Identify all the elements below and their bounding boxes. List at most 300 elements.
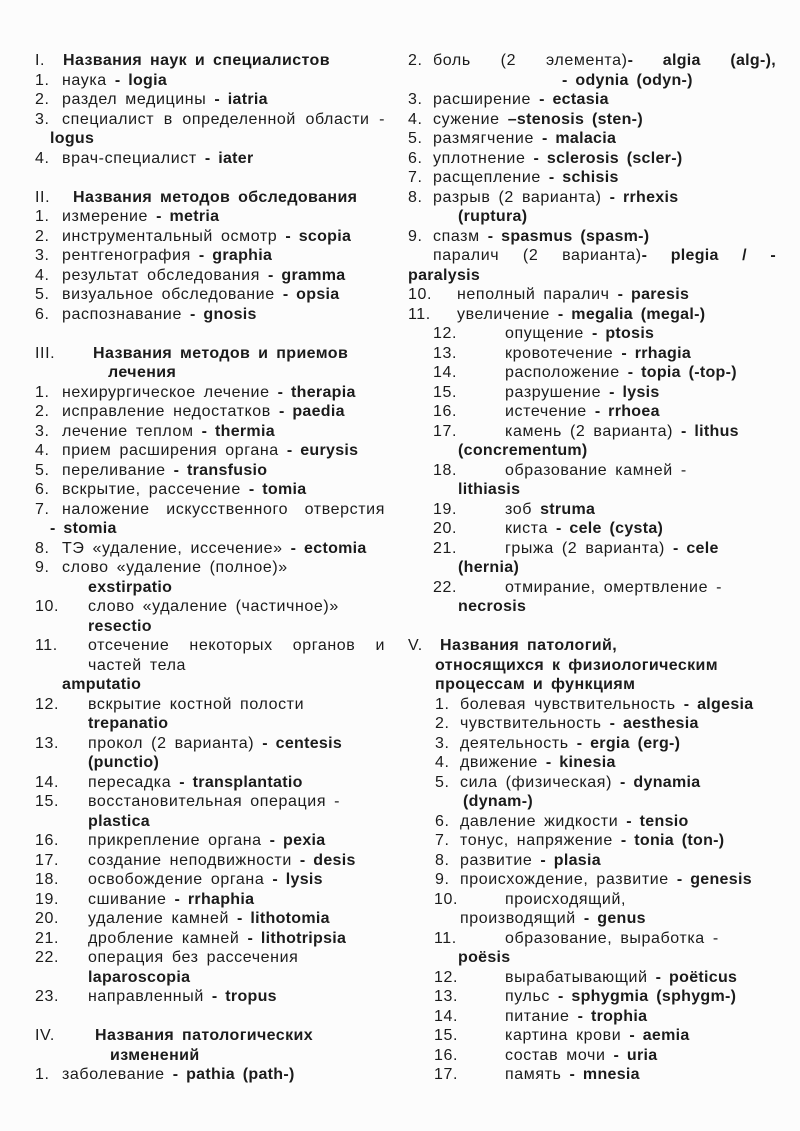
term-item: [408, 149, 776, 169]
russian-text: образование, выработка -: [505, 929, 719, 947]
item-number: 1.: [35, 383, 50, 401]
item-number: 8.: [408, 188, 423, 206]
russian-text: слово «удаление (частичное)»: [88, 598, 339, 615]
text-line: [408, 909, 776, 929]
term-item: [408, 383, 776, 403]
latin-term: - uria: [613, 1046, 658, 1064]
text-line: [408, 695, 776, 715]
text-line: [408, 207, 776, 227]
text-line: [35, 285, 385, 305]
russian-text: тонус, напряжение: [460, 832, 621, 849]
russian-text: расщепление: [433, 169, 549, 186]
item-number: 5.: [435, 773, 450, 791]
russian-text: сужение: [433, 110, 508, 128]
russian-text: пульс: [505, 988, 559, 1005]
item-number: 23.: [35, 988, 60, 1005]
latin-term: - lysis: [272, 871, 323, 888]
text-line: [408, 90, 776, 110]
latin-term: - genesis: [676, 871, 752, 888]
russian-text: отмирание, омертвление -: [505, 578, 723, 596]
russian-text: образование камней -: [505, 461, 687, 479]
russian-text: измерение: [62, 208, 157, 225]
text-line: [408, 851, 776, 871]
text-line: [35, 851, 385, 871]
term-item: [408, 890, 776, 929]
item-number: 4.: [35, 149, 50, 167]
item-number: 3.: [35, 422, 50, 440]
text-line: [408, 500, 776, 520]
latin-term: - opsia: [282, 286, 340, 303]
russian-text: происхождение, развитие: [460, 871, 677, 888]
russian-text: создание неподвижности: [88, 851, 300, 869]
section-heading-line: [35, 51, 385, 71]
term-item: [35, 734, 385, 773]
text-line: [35, 90, 385, 110]
russian-text: камень (2 варианта): [505, 422, 682, 440]
russian-text: питание: [505, 1007, 578, 1025]
russian-text: прием расширения органа: [62, 442, 287, 459]
text-line: [35, 578, 385, 598]
section-heading-line: [408, 675, 776, 695]
item-number: 1.: [35, 71, 50, 89]
text-line: [408, 461, 776, 481]
item-number: 4.: [408, 110, 423, 128]
text-line: [408, 324, 776, 344]
text-line: [35, 773, 385, 793]
item-number: 9.: [35, 559, 50, 576]
text-line: [408, 753, 776, 773]
item-number: 16.: [434, 1046, 459, 1064]
right-column: [408, 51, 776, 1085]
term-item: [35, 851, 385, 871]
russian-text: деятельность: [460, 734, 577, 752]
text-line: [35, 539, 385, 559]
russian-text: давление жидкости: [460, 812, 627, 830]
item-number: 3.: [35, 110, 50, 128]
russian-text: ТЭ «удаление, иссечение»: [62, 539, 291, 557]
item-number: 17.: [35, 851, 60, 869]
term-item: [35, 422, 385, 442]
text-line: [35, 753, 385, 773]
latin-term: - lithotripsia: [247, 929, 347, 947]
latin-term: Названия патологических: [95, 1027, 314, 1044]
latin-term: - kinesia: [545, 754, 616, 771]
latin-term: - pathia (path-): [172, 1066, 295, 1083]
latin-term: exstirpatio: [88, 578, 173, 596]
text-line: [408, 285, 776, 305]
text-line: [35, 110, 385, 130]
term-item: [35, 246, 385, 266]
text-line: [408, 51, 776, 71]
item-number: 9.: [408, 227, 423, 245]
item-number: 6.: [408, 149, 423, 167]
russian-text: освобождение органа: [88, 871, 273, 888]
text-line: [35, 266, 385, 286]
russian-text: неполный паралич: [457, 286, 618, 303]
item-number: 10.: [408, 286, 433, 303]
term-item: [408, 90, 776, 110]
russian-text: грыжа (2 варианта): [505, 539, 673, 557]
latin-term: - lithus: [681, 422, 739, 440]
term-item: [35, 773, 385, 793]
text-line: [408, 1007, 776, 1027]
item-number: 19.: [433, 500, 458, 518]
term-item: [35, 1065, 385, 1085]
term-item: [408, 1026, 776, 1046]
latin-term: - thermia: [201, 422, 275, 440]
item-number: 20.: [35, 910, 60, 927]
item-number: 1.: [35, 208, 50, 225]
latin-term: necrosis: [458, 598, 527, 615]
latin-term: лечения: [108, 364, 177, 381]
term-item: [35, 909, 385, 929]
text-line: [408, 149, 776, 169]
item-number: 7.: [408, 169, 423, 186]
text-line: [408, 1065, 776, 1085]
text-line: [408, 363, 776, 383]
text-line: [408, 773, 776, 793]
text-line: [408, 71, 776, 91]
term-item: [35, 480, 385, 500]
item-number: 16.: [433, 403, 458, 420]
latin-term: - transfusio: [173, 461, 268, 479]
latin-term: - ergia (erg-): [576, 734, 681, 752]
text-line: [408, 929, 776, 949]
item-number: 6.: [35, 305, 50, 323]
section-ii: [35, 188, 385, 325]
term-item: [408, 539, 776, 578]
text-line: [35, 402, 385, 422]
latin-term: Названия наук и специалистов: [63, 52, 330, 69]
term-item: [35, 636, 385, 695]
russian-text: паралич (2 варианта): [433, 247, 642, 264]
term-item: [408, 987, 776, 1007]
text-line: [35, 909, 385, 929]
section-heading-line: [35, 188, 385, 208]
term-item: [35, 890, 385, 910]
latin-term: - malacia: [542, 130, 617, 147]
latin-term: plastica: [88, 812, 150, 830]
latin-term: (dynam-): [463, 793, 533, 810]
text-line: [35, 870, 385, 890]
text-line: [408, 383, 776, 403]
item-number: 8.: [35, 539, 50, 557]
term-item: [408, 1065, 776, 1085]
text-line: [408, 110, 776, 130]
term-item: [408, 1046, 776, 1066]
section-continued: [408, 51, 776, 617]
latin-term: - tonia (ton-): [620, 832, 725, 849]
latin-term: logus: [50, 130, 95, 147]
latin-term: - rrhoea: [594, 403, 660, 420]
russian-text: картина крови: [505, 1027, 630, 1044]
section-heading-line: [35, 363, 385, 383]
russian-text: сила (физическая): [460, 773, 621, 791]
text-line: [35, 597, 385, 617]
latin-term: относящихся к физиологическим: [435, 656, 719, 674]
term-item: [408, 753, 776, 773]
item-number: 12.: [434, 968, 459, 986]
latin-term: - logia: [114, 71, 168, 89]
latin-term: - genus: [583, 910, 646, 927]
russian-text: вырабатывающий: [505, 968, 656, 986]
text-line: [35, 519, 385, 539]
latin-term: Названия методов и приемов: [93, 344, 349, 362]
russian-text: направленный: [88, 988, 212, 1005]
text-line: [408, 422, 776, 442]
item-number: 15.: [35, 793, 60, 810]
latin-term: - rrhagia: [621, 344, 692, 362]
latin-term: laparoscopia: [88, 968, 191, 986]
item-number: 2.: [435, 715, 450, 732]
latin-term: - trophia: [577, 1007, 648, 1025]
term-item: [35, 500, 385, 539]
text-line: [35, 227, 385, 247]
latin-term: - aesthesia: [609, 715, 699, 732]
text-line: [408, 539, 776, 559]
item-number: II.: [35, 188, 51, 206]
text-line: [408, 831, 776, 851]
text-line: [408, 519, 776, 539]
russian-text: чувствительность: [460, 715, 610, 732]
item-number: 6.: [35, 481, 50, 498]
russian-text: дробление камней: [88, 929, 248, 947]
text-line: [35, 149, 385, 169]
item-number: V.: [408, 637, 423, 654]
text-line: [35, 987, 385, 1007]
term-item: [408, 578, 776, 617]
russian-text: происходящий,: [505, 890, 627, 908]
text-line: [408, 597, 776, 617]
russian-text: боль (2 элемента): [433, 52, 628, 69]
latin-term: - stomia: [50, 520, 117, 537]
latin-term: - sphygmia (sphygm-): [558, 988, 737, 1005]
section-heading-line: [35, 344, 385, 364]
russian-text: операция без рассечения: [88, 949, 299, 966]
russian-text: раздел медицины: [62, 91, 215, 108]
term-item: [408, 929, 776, 968]
latin-term: - megalia (megal-): [557, 305, 706, 323]
text-line: [35, 714, 385, 734]
latin-term: - topia (-top-): [627, 364, 737, 381]
term-item: [35, 441, 385, 461]
term-item: [408, 344, 776, 364]
term-item: [35, 929, 385, 949]
item-number: III.: [35, 344, 56, 362]
term-item: [408, 851, 776, 871]
russian-text: удаление камней: [88, 910, 238, 927]
text-line: [35, 656, 385, 676]
item-number: I.: [35, 52, 46, 69]
text-line: [408, 441, 776, 461]
item-number: 2.: [35, 91, 50, 108]
russian-text: состав мочи: [505, 1046, 614, 1064]
text-line: [408, 812, 776, 832]
text-line: [35, 500, 385, 520]
latin-term: - rrhexis: [609, 188, 679, 206]
item-number: 14.: [434, 1007, 459, 1025]
section-heading-line: [408, 656, 776, 676]
term-item: [408, 773, 776, 812]
text-line: [408, 734, 776, 754]
section-i: [35, 51, 385, 168]
russian-text: заболевание: [62, 1066, 173, 1083]
term-item: [35, 948, 385, 987]
item-number: 3.: [408, 91, 423, 108]
latin-term: - cele: [672, 539, 719, 557]
term-item: [408, 402, 776, 422]
russian-text: пересадка: [88, 773, 180, 791]
russian-text: вскрытие, рассечение: [62, 481, 249, 498]
russian-text: киста: [505, 520, 557, 537]
russian-text: инструментальный осмотр: [62, 227, 286, 245]
latin-term: - schisis: [548, 169, 619, 186]
text-line: [35, 207, 385, 227]
russian-text: частей тела: [88, 656, 187, 674]
term-item: [35, 227, 385, 247]
term-item: [408, 188, 776, 227]
term-item: [35, 110, 385, 149]
item-number: 18.: [433, 461, 458, 479]
text-line: [35, 305, 385, 325]
item-number: 19.: [35, 890, 60, 908]
text-line: [408, 792, 776, 812]
russian-text: расширение: [433, 91, 540, 108]
item-number: 2.: [35, 227, 50, 245]
latin-term: lithiasis: [458, 481, 521, 498]
text-line: [35, 929, 385, 949]
item-number: 22.: [433, 578, 458, 596]
term-item: [408, 831, 776, 851]
item-number: 13.: [434, 988, 459, 1005]
term-item: [408, 1007, 776, 1027]
russian-text: переливание: [62, 461, 174, 479]
latin-term: - iatria: [214, 91, 268, 108]
item-number: 4.: [435, 754, 450, 771]
term-item: [35, 90, 385, 110]
text-line: [408, 168, 776, 188]
latin-term: - poëticus: [655, 968, 738, 986]
text-line: [35, 636, 385, 656]
text-line: [408, 266, 776, 286]
item-number: 5.: [408, 130, 423, 147]
term-item: [35, 207, 385, 227]
latin-term: - plasia: [540, 851, 601, 869]
term-item: [408, 324, 776, 344]
russian-text: память: [505, 1066, 570, 1083]
item-number: 5.: [35, 461, 50, 479]
term-item: [35, 266, 385, 286]
russian-text: уплотнение: [433, 149, 534, 167]
russian-text: визуальное обследование: [62, 286, 283, 303]
item-number: 15.: [434, 1027, 459, 1044]
term-item: [408, 285, 776, 305]
russian-text: отсечение некоторых органов и: [88, 637, 385, 654]
latin-term: resectio: [88, 617, 152, 635]
text-line: [35, 383, 385, 403]
term-item: [408, 422, 776, 461]
latin-term: struma: [540, 500, 596, 518]
latin-term: - ptosis: [591, 325, 655, 342]
latin-term: - therapia: [277, 383, 356, 401]
text-line: [35, 461, 385, 481]
russian-text: опущение: [505, 325, 592, 342]
term-item: [408, 305, 776, 325]
term-item: [35, 831, 385, 851]
latin-term: - metria: [156, 208, 220, 225]
term-item: [35, 987, 385, 1007]
item-number: 18.: [35, 871, 60, 888]
latin-term: - sclerosis (scler-): [533, 149, 683, 167]
text-line: [35, 129, 385, 149]
latin-term: - aemia: [629, 1027, 690, 1044]
text-line: [408, 246, 776, 266]
section-v: [408, 636, 776, 1085]
item-number: 17.: [433, 422, 458, 440]
russian-text: увеличение: [457, 305, 558, 323]
item-number: 10.: [35, 598, 60, 615]
term-item: [408, 519, 776, 539]
section-heading-line: [35, 1046, 385, 1066]
latin-term: - gramma: [268, 266, 346, 284]
term-item: [408, 500, 776, 520]
item-number: IV.: [35, 1027, 55, 1044]
item-number: 6.: [435, 812, 450, 830]
latin-term: - dynamia: [620, 773, 701, 791]
russian-text: производящий: [460, 910, 584, 927]
latin-term: (punctio): [88, 754, 160, 771]
russian-text: распознавание: [62, 305, 190, 323]
latin-term: - algesia: [683, 695, 754, 713]
text-line: [35, 675, 385, 695]
russian-text: болевая чувствительность: [460, 695, 684, 713]
term-item: [35, 597, 385, 636]
russian-text: истечение: [505, 403, 595, 420]
item-number: 9.: [435, 871, 450, 888]
latin-term: - scopia: [285, 227, 352, 245]
russian-text: врач-специалист: [62, 149, 205, 167]
term-item: [408, 812, 776, 832]
russian-text: разрыв (2 варианта): [433, 188, 610, 206]
latin-term: amputatio: [62, 676, 142, 693]
text-line: [35, 968, 385, 988]
latin-term: процессам и функциям: [435, 676, 636, 693]
item-number: 12.: [35, 695, 60, 713]
latin-term: Названия патологий,: [440, 637, 618, 654]
latin-term: Названия методов обследования: [73, 188, 358, 206]
text-line: [35, 441, 385, 461]
latin-term: - gnosis: [190, 305, 257, 323]
item-number: 20.: [433, 520, 458, 537]
item-number: 14.: [35, 773, 60, 791]
text-line: [35, 695, 385, 715]
term-item: [35, 305, 385, 325]
text-line: [408, 344, 776, 364]
item-number: 1.: [435, 695, 450, 713]
item-number: 1.: [35, 1066, 50, 1083]
russian-text: прикрепление органа: [88, 832, 270, 849]
item-number: 4.: [35, 442, 50, 459]
item-number: 2.: [35, 403, 50, 420]
item-number: 11.: [35, 637, 58, 654]
latin-term: - iater: [204, 149, 254, 167]
latin-term: poësis: [458, 949, 511, 966]
item-number: 21.: [433, 539, 458, 557]
latin-term: - tropus: [211, 988, 277, 1005]
russian-text: зоб: [505, 500, 541, 518]
russian-text: специалист в определенной области -: [62, 110, 385, 128]
term-item: [35, 402, 385, 422]
